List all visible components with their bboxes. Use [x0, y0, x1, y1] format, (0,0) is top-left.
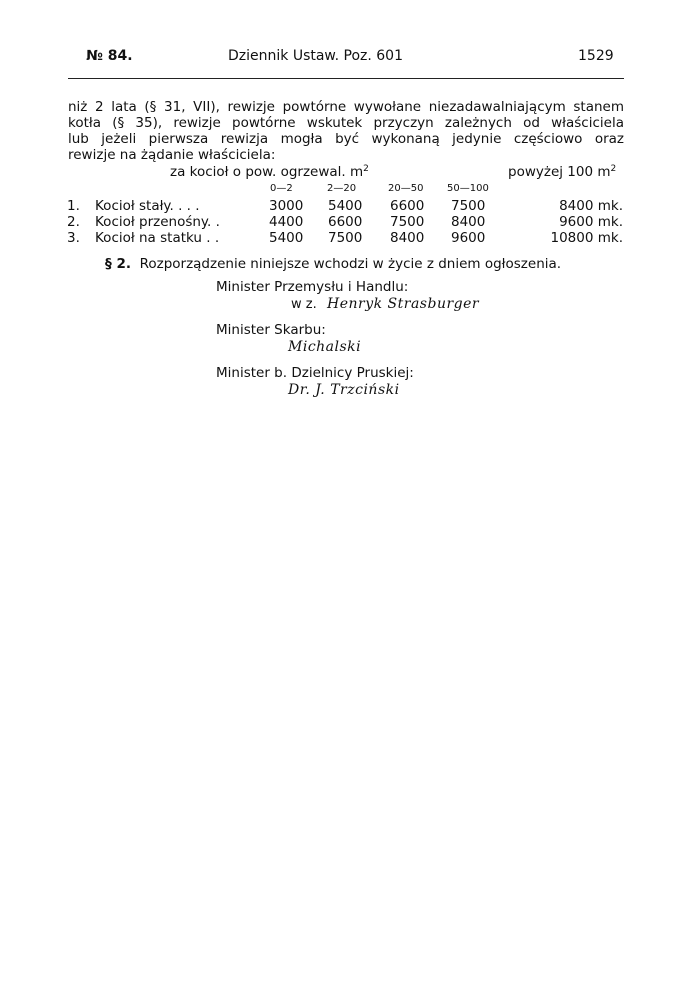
signature-title: Minister b. Dzielnicy Pruskiej: — [216, 365, 414, 381]
range-header: 20—50 — [388, 183, 424, 194]
signature-name: Dr. J. Trzciński — [288, 382, 400, 398]
table-heading-over-unit: 2 — [610, 164, 617, 174]
row-value: 5400 — [269, 230, 304, 246]
paragraph-line: rewizje na żądanie właściciela: — [68, 147, 276, 163]
paragraph-line: lub jeżeli pierwsza rewizja mogła być wykonaną jedynie częściowo oraz — [68, 131, 624, 147]
signature-title: Minister Skarbu: — [216, 322, 326, 338]
section-mark: § 2. — [105, 256, 131, 272]
issue-number: № 84. — [86, 48, 133, 64]
row-value: 8400 — [390, 230, 425, 246]
section-paragraph — [105, 256, 561, 272]
row-number: 2. — [67, 214, 80, 230]
row-value: 7500 — [451, 198, 486, 214]
row-value: 6600 — [390, 198, 425, 214]
header-rule — [68, 78, 624, 79]
table-heading-unit: 2 — [363, 164, 369, 174]
row-value: 7500 — [328, 230, 363, 246]
row-value: 7500 — [390, 214, 425, 230]
table-heading-text: za kocioł o pow. ogrzewal. m — [170, 164, 364, 180]
signature-name: Henryk Strasburger — [327, 296, 480, 312]
row-label: Kocioł stały. . . . — [95, 198, 200, 214]
range-header: 50—100 — [447, 183, 489, 194]
row-value: 9600 — [451, 230, 486, 246]
table-heading-over — [508, 164, 616, 180]
row-label: Kocioł na statku . . — [95, 230, 220, 246]
row-over-value: 9600 mk. — [559, 214, 623, 230]
row-number: 3. — [67, 230, 80, 246]
row-label: Kocioł przenośny. . — [95, 214, 220, 230]
signature-title: Minister Przemysłu i Handlu: — [216, 279, 409, 295]
row-value: 8400 — [451, 214, 486, 230]
table-heading — [170, 164, 369, 180]
section-text: Rozporządzenie niniejsze wchodzi w życie z dniem ogłoszenia. — [139, 256, 562, 272]
range-header: 2—20 — [327, 183, 357, 194]
row-over-value: 8400 mk. — [559, 198, 623, 214]
row-over-value: 10800 mk. — [550, 230, 623, 246]
row-number: 1. — [67, 198, 80, 214]
paragraph-line: kotła (§ 35), rewizje powtórne wskutek przyczyn zależnych od właściciela — [68, 115, 624, 131]
signature-name: Michalski — [288, 339, 362, 355]
table-heading-over-text: powyżej 100 m — [508, 164, 611, 180]
row-value: 4400 — [269, 214, 304, 230]
signature-prefix: w z. — [291, 297, 317, 312]
row-value: 3000 — [269, 198, 304, 214]
range-header: 0—2 — [270, 183, 293, 194]
journal-title: Dziennik Ustaw. Poz. 601 — [228, 48, 403, 64]
row-value: 5400 — [328, 198, 363, 214]
paragraph-line: niż 2 lata (§ 31, VII), rewizje powtórne wywołane niezadawalniającym stanem — [68, 99, 624, 115]
row-value: 6600 — [328, 214, 363, 230]
body-paragraph — [68, 99, 624, 163]
page-number: 1529 — [578, 48, 614, 64]
